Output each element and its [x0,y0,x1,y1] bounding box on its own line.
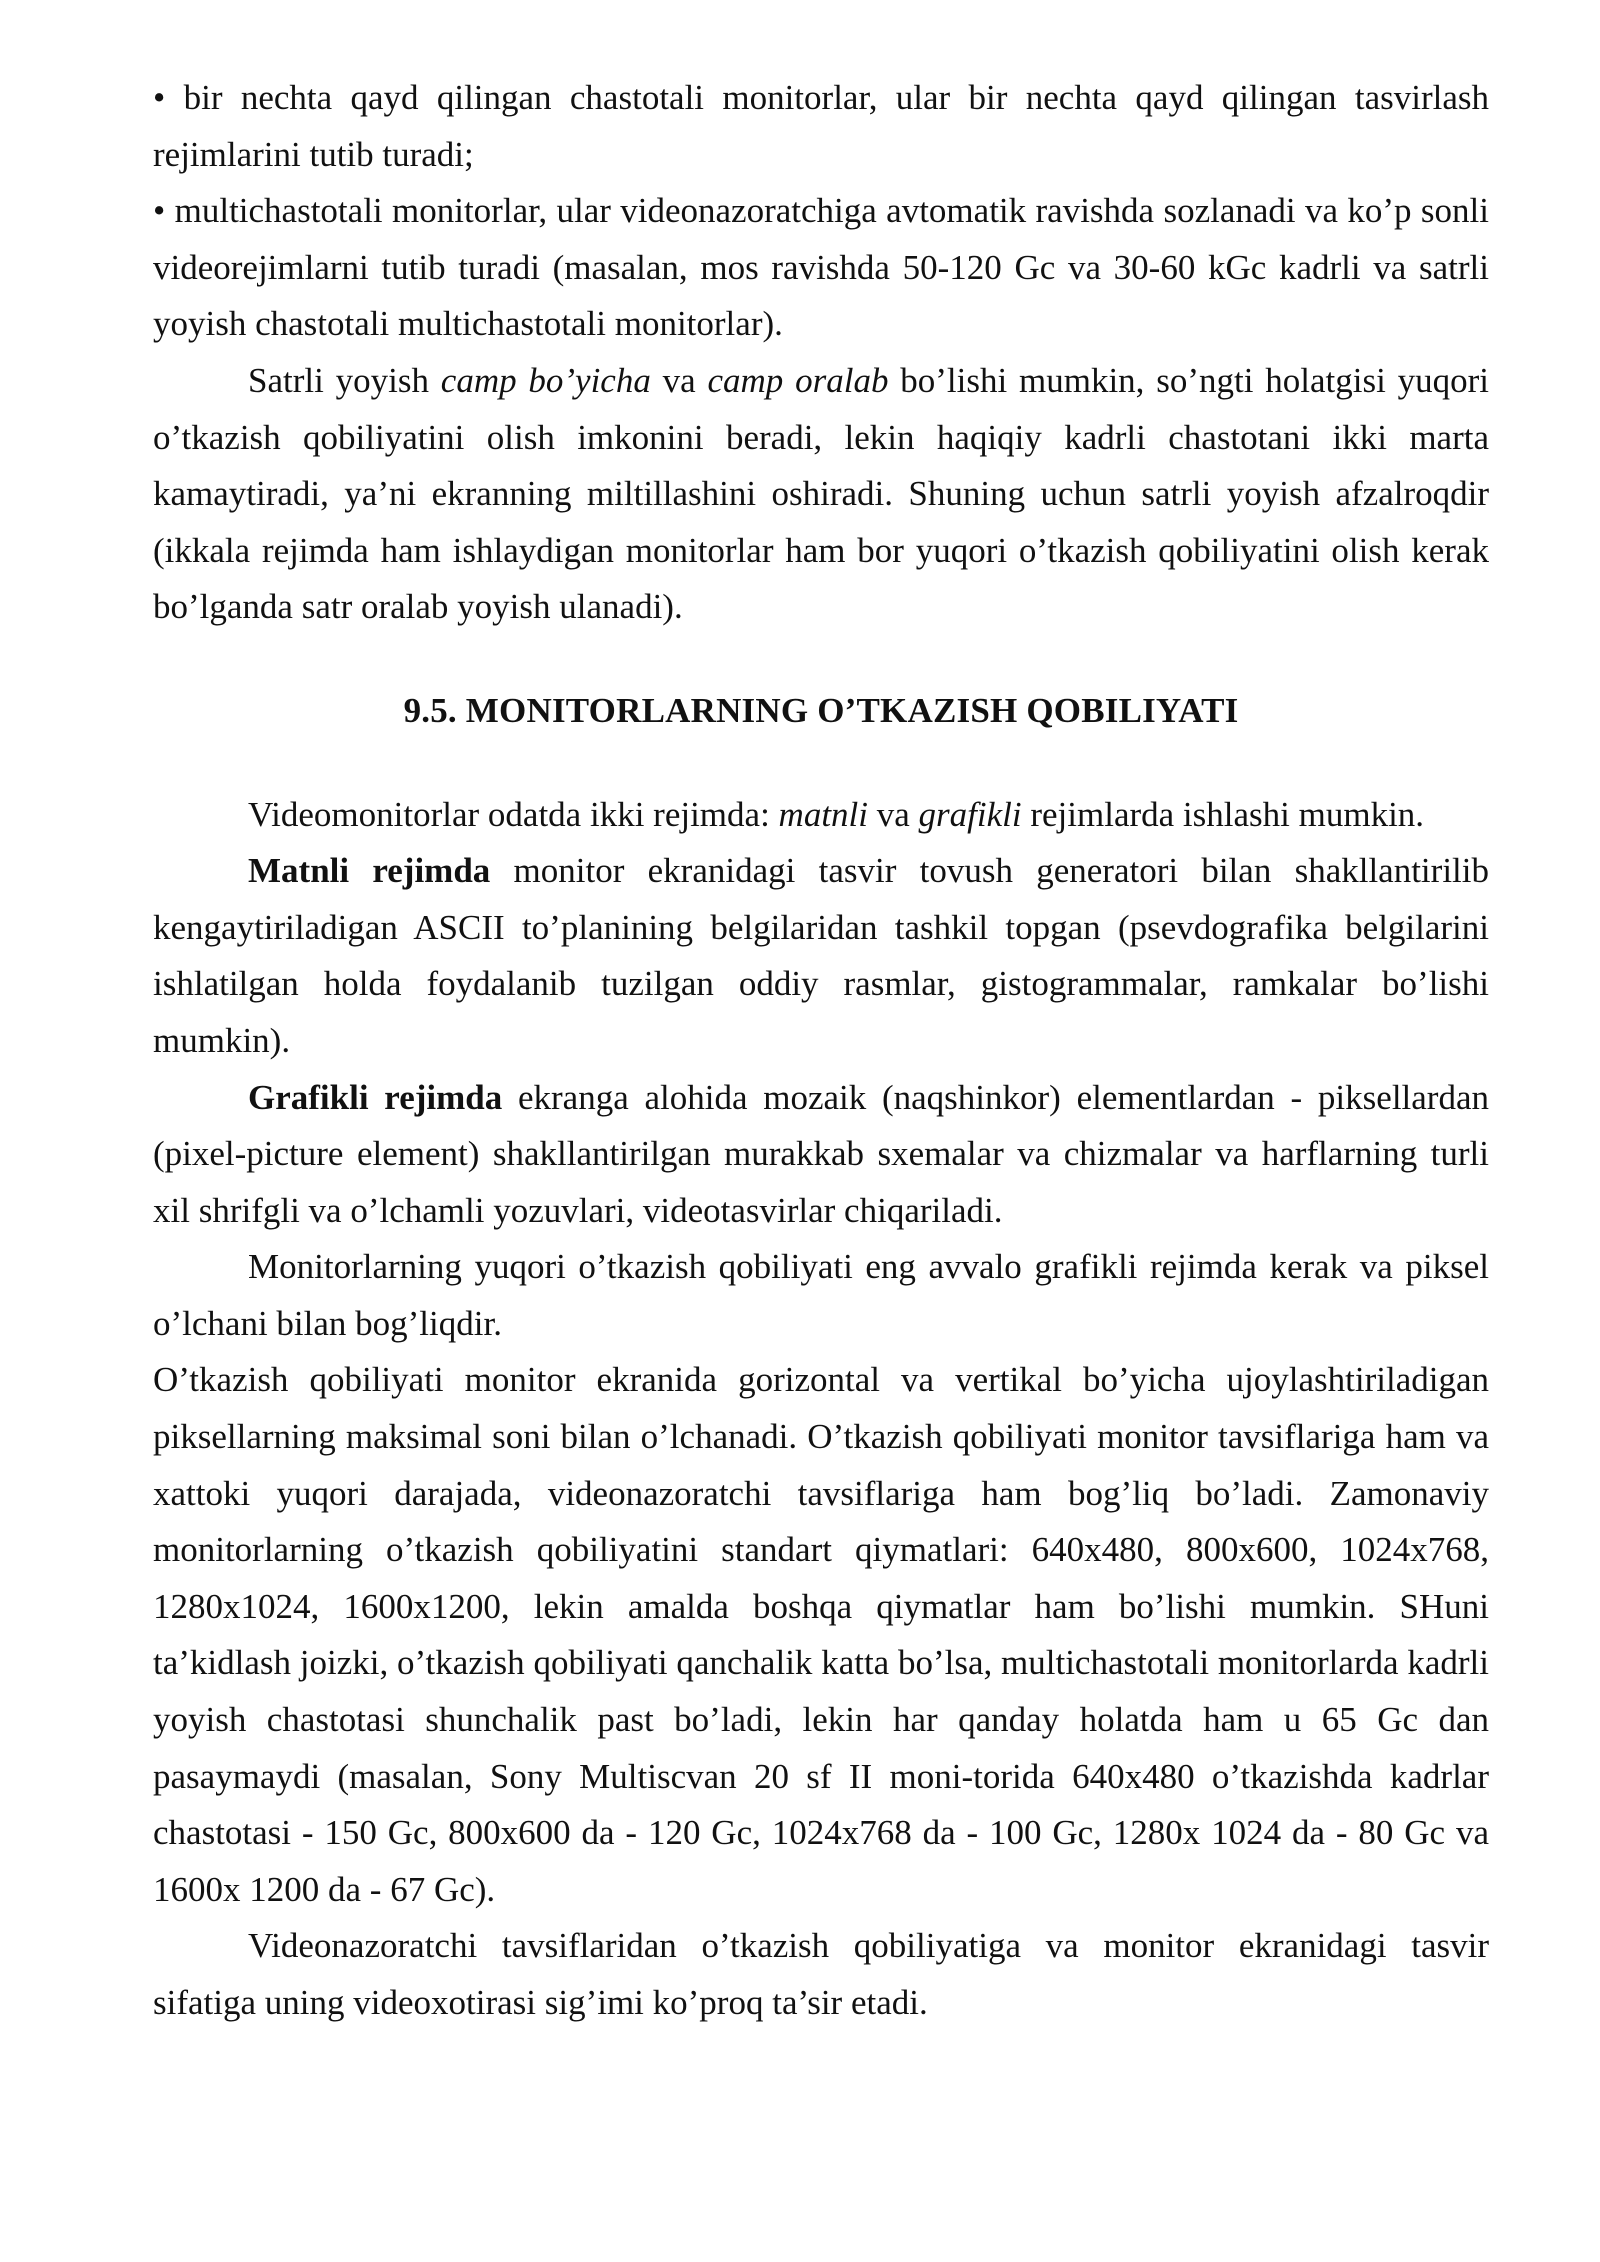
text-run: Videomonitorlar odatda ikki rejimda: [248,794,779,834]
italic-term: camp oralab [707,360,889,400]
paragraph-videomemory: Videonazoratchi tavsiflaridan o’tkazish qobiliyatiga va monitor ekranidagi tasvir sifatiga uning videoxotirasi sig’imi ko’proq ta’sir etadi. [153,1926,1489,2022]
paragraph-resolution-intro: Monitorlarning yuqori o’tkazish qobiliyati eng avvalo grafikli rejimda kerak va piksel o’lchani bilan bog’liqdir. [153,1247,1489,1343]
bullet-multifrequency: • multichastotali monitorlar, ular videonazoratchiga avtomatik ravishda sozlanadi va ko’p sonli videorejimlarni tutib turadi (masalan, mos ravishda 50-120 Gc va 30-60 kGc kadrli va satrli yoyish chastotali multichastotali monitorlar). [153,191,1489,344]
section-heading: 9.5. MONITORLARNING O’TKAZISH QOBILIYATI [403,690,1239,730]
italic-term: grafikli [918,794,1022,834]
paragraph-display-modes [153,787,1489,844]
italic-term: camp bo’yicha [440,360,651,400]
text-run: va [650,360,708,400]
italic-term: matnli [778,794,868,834]
bullet-fixed-frequency: • bir nechta qayd qilingan chastotali monitorlar, ular bir nechta qayd qilingan tasvirlash rejimlarini tutib turadi; [153,78,1489,174]
bold-term: Grafikli rejimda [248,1077,503,1117]
text-run: rejimlarda ishlashi mumkin. [1021,794,1425,834]
text-run: bo’lishi mumkin, so’ngti holatgisi yuqori o’tkazish qobiliyatini olish imkonini beradi, lekin haqiqiy kadrli chastotani ikki marta kamaytiradi, ya’ni ekranning miltillashini oshiradi. Shuning uchun satrli yoyish afzalroqdir (ikkala rejimda ham ishlaydigan monitorlar ham bor yuqori o’tkazish qobiliyatini olish kerak bo’lganda satr oralab yoyish ulanadi). [153,360,1489,627]
text-run: Satrli yoyish [248,360,441,400]
bold-term: Matnli rejimda [248,851,491,891]
text-run: monitor ekranidagi tasvir tovush generatori bilan shakllantirilib kengaytiriladigan ASCII to’planining belgilaridan tashkil topgan (psevdografika belgilarini ishlatilgan holda foydalanib tuzilgan oddiy rasmlar, gistogrammalar, ramkalar bo’lishi mumkin). [153,851,1489,1060]
document-page [153,70,1489,2032]
paragraph-resolution-main: O’tkazish qobiliyati monitor ekranida gorizontal va vertikal bo’yicha ujoylashtiriladigan piksellarning maksimal soni bilan o’lchanadi. O’tkazish qobiliyati monitor tavsiflariga ham va xattoki yuqori darajada, videonazoratchi tavsiflariga ham bog’liq bo’ladi. Zamonaviy monitorlarning o’tkazish qobiliyatini standart qiymatlari: 640x480, 800x600, 1024x768, 1280x1024, 1600x1200, lekin amalda boshqa qiymatlar ham bo’lishi mumkin. SHuni ta’kidlash joizki, o’tkazish qobiliyati qanchalik katta bo’lsa, multichastotali monitorlarda kadrli yoyish chastotasi shunchalik past bo’ladi, lekin har qanday holatda ham u 65 Gc dan pasaymaydi (masalan, Sony Multiscvan 20 sf II moni-torida 640x480 o’tkazishda kadrlar chastotasi - 150 Gc, 800x600 da - 120 Gc, 1024x768 da - 100 Gc, 1280x 1024 da - 80 Gc va 1600x 1200 da - 67 Gc). [153,1360,1489,1909]
text-run: ekranga alohida mozaik (naqshinkor) elementlardan - piksellardan (pixel-picture element) shakllantirilgan murakkab sxemalar va chizmalar va harflarning turli xil shrifgli va o’lchamli yozuvlari, videotasvirlar chiqariladi. [153,1077,1489,1230]
paragraph-graphic-mode [153,1070,1489,1240]
paragraph-scan-modes [153,353,1489,636]
text-run: va [868,794,919,834]
paragraph-text-mode [153,843,1489,1069]
